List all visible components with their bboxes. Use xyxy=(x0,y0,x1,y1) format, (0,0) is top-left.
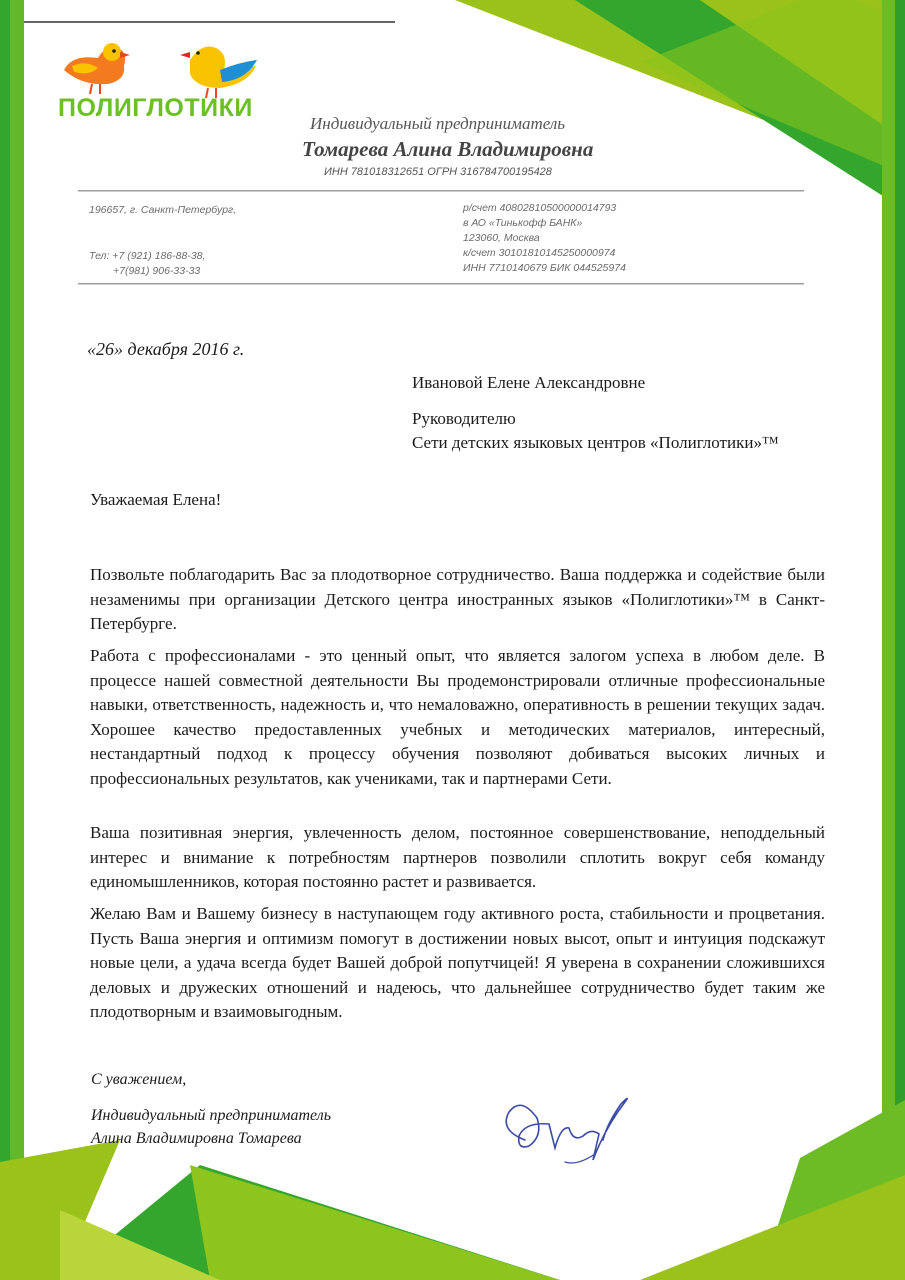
recipient-role: Руководителю xyxy=(412,409,516,428)
recipient-name: Ивановой Елене Александровне xyxy=(412,373,646,392)
letterhead-rule-top xyxy=(78,190,804,192)
brand-logo-text: ПОЛИГЛОТИКИ xyxy=(58,94,253,122)
letter-greeting: Уважаемая Елена! xyxy=(90,490,222,509)
letter-paragraph: Ваша позитивная энергия, увлеченность делом, постоянное совершенствование, неподдельный интерес и внимание к потребностям партнеров позволили сплотить вокруг себя команду единомышленников, которая постоянно растет и развивается. xyxy=(90,823,825,891)
handwritten-signature xyxy=(495,1088,635,1178)
letterhead-phone-1: Тел: +7 (921) 186-88-38, xyxy=(89,250,206,262)
bank-account: р/счет 40802810500000014793 xyxy=(463,202,617,214)
letter-paragraph: Желаю Вам и Вашему бизнесу в наступающем году активного роста, стабильности и процветания. Пусть Ваша энергия и оптимизм помогут в достижении новых высот, опыт и интуиция подскажут новые цели, а удача всегда будет Вашей доброй попутчицей! Я уверена в сохранении сложившихся деловых и дружеских отношений и надеюсь, что дальнейшее сотрудничество будет таким же плодотворным и взаимовыгодным. xyxy=(90,904,825,1021)
letterhead-name: Томарева Алина Владимировна xyxy=(302,137,594,161)
bank-city: 123060, Москва xyxy=(463,232,540,244)
letterhead-rule-bottom xyxy=(78,283,804,285)
bank-inn-bik: ИНН 7710140679 БИК 044525974 xyxy=(463,262,626,274)
signer-title: Индивидуальный предприниматель xyxy=(91,1107,332,1124)
recipient-org: Сети детских языковых центров «Полиглотики»™ xyxy=(412,433,779,452)
bank-name: в АО «Тинькофф БАНК» xyxy=(463,217,583,229)
bank-corr-account: к/счет 30101810145250000974 xyxy=(463,247,616,259)
letterhead-title: Индивидуальный предприниматель xyxy=(310,114,566,133)
letter-paragraph: Работа с профессионалами - это ценный опыт, что является залогом успеха в любом деле. В процессе нашей совместной деятельности Вы продемонстрировали отличные профессиональные навыки, ответственность, надежность и, что немаловажно, оперативность в решении текущих задач. Хорошее качество предоставленных учебных и методических материалов, интересный, нестандартный подход к процессу обучения позволяют добиваться высоких личных и профессиональных результатов, как учениками, так и партнерами Сети. xyxy=(90,646,825,788)
letterhead-phone-2: +7(981) 906-33-33 xyxy=(113,265,201,277)
letter-paragraph: Позвольте поблагодарить Вас за плодотворное сотрудничество. Ваша поддержка и содействие были незаменимы при организации Детского центра иностранных языков «Полиглотики»™ в Санкт-Петербурге. xyxy=(90,565,825,633)
letterhead-ids: ИНН 781018312651 ОГРН 316784700195428 xyxy=(324,166,552,178)
letter-date: «26» декабря 2016 г. xyxy=(87,339,245,359)
letter-closing: С уважением, xyxy=(91,1071,187,1088)
signer-name: Алина Владимировна Томарева xyxy=(91,1130,302,1147)
letterhead-address: 196657, г. Санкт-Петербург, xyxy=(89,204,237,216)
